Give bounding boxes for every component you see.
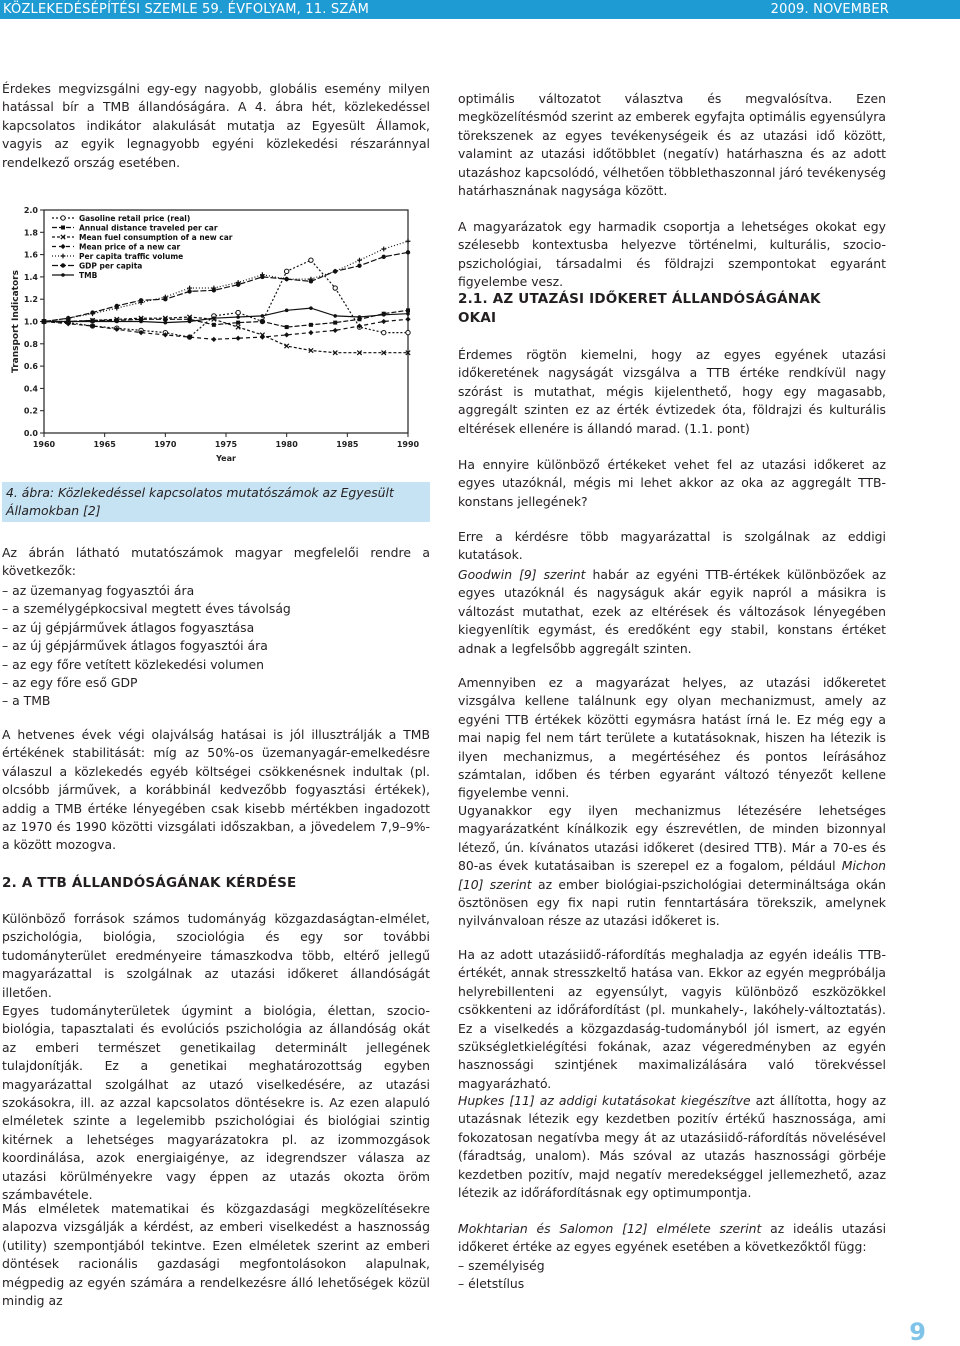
issue-date: 2009. NOVEMBER: [770, 2, 889, 17]
legend-label-4: Mean price of a new car: [79, 242, 181, 252]
legend-marker-7: [61, 273, 65, 277]
series-4-point: [405, 317, 410, 322]
legend-label-2: Annual distance traveled per car: [79, 223, 218, 233]
hupkes-citation: Hupkes [11] az addigi kutatásokat kiegészítve: [458, 1093, 751, 1108]
series-7-point: [261, 314, 265, 318]
list-item: – az egy főre vetített közlekedési volumen: [2, 656, 430, 674]
series-2-point: [236, 321, 240, 325]
goodwin-citation: Goodwin [9] szerint: [458, 567, 586, 582]
y-tick-label: 1.8: [23, 228, 38, 238]
series-7-point: [42, 320, 46, 324]
factor-list: [458, 1257, 886, 1294]
series-line-1: [44, 260, 408, 337]
optimal-choice-paragraph: optimális változatot választva és megvalósítva. Ezen megközelítésmód szerint az emberek egyfajta optimális egyensúlyra törekszenek az egyes tevékenységeik és az utazási idő között, valamint az utazási időtöbblet (negatív) határhaszna és az adott utazáshoz kapcsolódó, vélhetően többlethaszonnal járó tevékenység határhasznának nagysága között.: [458, 91, 886, 199]
x-tick-label: 1965: [93, 440, 116, 449]
legend-marker-2: [61, 226, 65, 230]
hupkes-paragraph: [458, 1092, 886, 1202]
michon-citation: Michon [10] szerint: [458, 858, 886, 892]
question-paragraph: Ha ennyire különböző értékeket vehet fel az utazási időkeret az egyes utazóknál, mégis mi lehet akkor az oka az aggregált TTB-konstans jellegének?: [458, 457, 886, 509]
y-tick-label: 0.4: [23, 384, 38, 394]
series-6-point: [139, 298, 143, 302]
series-7-point: [212, 316, 216, 320]
variance-paragraph: Érdemes rögtön kiemelni, hogy az egyes egyének utazási időkeretének nagyságát vizsgálva a TTB értéke rendkívül nagy szórást is mutathat, mégis kijelenthető, hogy egy magasabb, aggregált szinten ez az érték évtizedek óta, földrajzi és kulturális eltérések ellenére is állandó marad. (1.1. pont): [458, 347, 886, 436]
series-7-point: [382, 313, 386, 317]
list-item: – az új gépjárművek átlagos fogyasztói ára: [2, 637, 430, 655]
legend-marker-4: [60, 244, 65, 249]
legend-label-1: Gasoline retail price (real): [79, 214, 191, 223]
x-tick-label: 1975: [214, 440, 238, 449]
series-7-point: [188, 320, 192, 324]
page-number: 9: [909, 1318, 926, 1346]
series-7-point: [333, 314, 337, 318]
series-6-point: [406, 250, 410, 254]
series-7-point: [115, 320, 119, 324]
series-5-point: [406, 239, 411, 244]
series-2-point: [309, 323, 313, 327]
desired-ttb-paragraph: [458, 802, 886, 931]
x-tick-label: 1990: [396, 440, 420, 449]
series-6-point: [66, 316, 70, 320]
legend-label-3: Mean fuel consumption of a new car: [79, 233, 233, 242]
section-2-1-heading-line1: 2.1. AZ UTAZÁSI IDŐKERET ÁLLANDÓSÁGÁNAK: [458, 291, 821, 307]
y-tick-label: 0.2: [23, 406, 38, 416]
series-6-point: [115, 304, 119, 308]
list-item: – az egy főre eső GDP: [2, 674, 430, 692]
journal-title: KÖZLEKEDÉSÉPÍTÉSI SZEMLE 59. ÉVFOLYAM, 11. SZÁM: [3, 2, 369, 17]
list-item: – az üzemanyag fogyasztói ára: [2, 582, 430, 600]
mokhtarian-paragraph: [458, 1220, 886, 1257]
series-4-point: [333, 328, 338, 333]
series-6-point: [333, 269, 337, 273]
series-5-point: [357, 258, 362, 263]
x-tick-label: 1960: [32, 440, 56, 449]
sources-paragraph: Különböző források számos tudományág közgazdaságtan-elmélet, pszichológia, biológia, szociológia és egy sor további tudományterület eredményeire támaszkodva több, eltérő jellegű magyarázattal is szolgálnak az utazási időkeret állandóságát illetően.: [2, 911, 430, 1000]
series-2-point: [285, 325, 289, 329]
y-tick-label: 1.0: [23, 317, 38, 327]
legend-label-7: TMB: [79, 271, 98, 280]
series-6-point: [357, 264, 361, 268]
legend-label-6: GDP per capita: [79, 261, 143, 271]
series-2-point: [212, 323, 216, 327]
goodwin-text: habár az egyéni TTB-értékek különbözőek az egyes utazóknál és nagyságuk akár egyik napról a másikra is változást mutathat, ezek az eltérések és változások lényegében kiegyenlítik egymást, és eredőként egy stabil, konstans értéket adnak a legfelsőbb aggregált szinten.: [458, 567, 886, 656]
list-item: – a TMB: [2, 692, 430, 710]
series-6-point: [187, 289, 191, 293]
series-2-point: [333, 321, 337, 325]
y-tick-label: 1.6: [23, 250, 38, 260]
series-1-point: [309, 258, 313, 262]
series-7-point: [66, 320, 70, 324]
series-7-point: [309, 306, 313, 310]
series-7-point: [406, 312, 410, 316]
y-tick-label: 0.0: [23, 429, 38, 438]
series-6-point: [236, 283, 240, 287]
oil-crisis-paragraph: A hetvenes évek végi olajválság hatásai is jól illusztrálják a TMB értékének stabilitását: míg az 50%-os üzemanyagár-emelkedésre válaszul a közlekedés egyéb költségei csökkenésnek indultak (pl. olcsóbb járművek, a korábbinál kedvezőbb fogyasztási értékek), addig a TMB értéke lényegében csak kisebb mértékben ingadozott az 1970 és 1990 közötti vizsgálati időszakban, a jövedelem 7,9–9%-a között mozogva.: [2, 727, 430, 853]
third-group-paragraph: A magyarázatok egy harmadik csoportja a lehetséges okokat egy szélesebb kontextusba helyezve történelmi, kulturális, szocio-pszichológiai, társadalmi és földrajzi szempontokat egyaránt figyelembe vesz.: [458, 219, 886, 290]
series-2-point: [406, 308, 410, 312]
desired-ttb-text-b: az ember biológiai-pszichológiai determináltsága okán ösztönösen egy fix napi rutin fenntartására törekszik, amelynek nyilvánvaloan része az utazási időkeret is.: [458, 876, 886, 929]
mokhtarian-text: az ideális utazási időkeret értéke az egyes egyének esetében a következőktől függ:: [458, 1221, 887, 1255]
series-1-point: [333, 286, 337, 290]
series-1-point: [406, 330, 410, 334]
list-intro-paragraph: Az ábrán látható mutatószámok magyar megfelelői rendre a következők:: [2, 545, 430, 579]
series-2-point: [260, 320, 264, 324]
section-2-heading: 2. A TTB ÁLLANDÓSÁGÁNAK KÉRDÉSE: [2, 875, 297, 891]
y-tick-label: 0.8: [23, 339, 38, 349]
x-tick-label: 1985: [336, 440, 359, 449]
series-4-point: [236, 336, 241, 341]
series-6-point: [90, 310, 94, 314]
x-tick-label: 1970: [154, 440, 177, 449]
legend-marker-5: [61, 254, 66, 259]
y-tick-label: 1.4: [23, 272, 38, 282]
series-line-3: [44, 317, 408, 353]
series-7-point: [139, 320, 143, 324]
left-intro-paragraph: Érdekes megvizsgálni egy-egy nagyobb, globális esemény milyen hatással bír a TMB állandóságára. A 4. ábra hét, közlekedéssel kapcsolatos indikátor alakulását mutatja az Egyesült Államok, vagyis az egyik legnagyobb egyéni közlekedési részaránnyal rendelkező ország esetében.: [2, 81, 430, 170]
series-4-point: [284, 332, 289, 337]
legend-marker-6: [61, 263, 65, 267]
series-7-point: [91, 320, 95, 324]
list-item: – személyiség: [458, 1257, 886, 1275]
y-axis-label: Transport Indicators: [11, 270, 21, 373]
series-4-point: [308, 330, 313, 335]
mokhtarian-citation: Mokhtarian és Salomon [12] elmélete szerint: [458, 1221, 762, 1236]
research-paragraph: Erre a kérdésre több magyarázattal is szolgálnak az eddigi kutatások.: [458, 529, 886, 563]
series-1-point: [236, 310, 240, 314]
mechanism-paragraph: Amennyiben ez a magyarázat helyes, az utazási időkeretet vizsgálva kellene találnunk egy olyan mechanizmust, amely az egyéni TTB értékek közötti egymásra hatást írná le. Ez még egy a mai napig fel nem tárt területe a kutatásoknak, hiszen ha létezik is ilyen mechanizmus, a megértéséhez és pontos leírásához számtalan, időben és térben egyaránt változó tényezőt kellene figyelembe venni.: [458, 675, 886, 801]
y-tick-label: 1.2: [23, 295, 38, 305]
legend-marker-1: [61, 216, 65, 220]
series-7-point: [358, 315, 362, 319]
series-6-point: [382, 255, 386, 259]
series-4-point: [381, 319, 386, 324]
series-6-point: [212, 288, 216, 292]
desired-ttb-text-a: Ugyanakkor egy ilyen mechanizmus létezésére lehetséges magyarázatként kínálkozik egy észrevétlen, de minden bizonnyal létező, ún. kívánatos utazási időkeret (desired TTB). Már a 70-es és 80-as évek kutatásaiban is szerepel ez a fogalom, például: [458, 803, 886, 874]
economics-paragraph: Más elméletek matematikai és közgazdasági megközelítésekre alapozva vizsgálják a kérdést, az emberi viselkedést a hasznosság (utility) szempontjából tekintve. Ezen elméletek szerint az emberi döntések racionális gazdasági megfontolásokon alapulnak, mégpedig az egyén számára a rendelkezésre álló lehetőségek közül mindig az: [2, 1201, 430, 1309]
legend-label-5: Per capita traffic volume: [79, 252, 184, 261]
transport-indicators-chart: [10, 200, 420, 470]
section-2-1-heading: [458, 290, 886, 328]
list-item: – életstílus: [458, 1275, 886, 1293]
biology-paragraph: Egyes tudományterületek úgymint a biológia, élettan, szocio-biológia, tapasztalati és evolúciós pszichológia az állandóság okát az emberi természet genetikailag determinált jellegének tulajdonítják. Ez a genetikai meghatározottság egyben magyarázattal szolgálhat az utazó viselkedésére, az utazási szokásokra, ill. az azzal kapcsolatos döntésekre is. Az ezen alapuló elméletek szinte a legelemibb pszichológiai és biológiai szintig kitérnek a lehetséges magyarázatokra pl. az izommozgások koordinálása, azok energiaigénye, az idegrendszer válasza az utazási körülményekre vagy éppen az utazás okozta öröm számbavétele.: [2, 1003, 430, 1203]
series-4-point: [211, 337, 216, 342]
list-item: – az új gépjárművek átlagos fogyasztása: [2, 619, 430, 637]
series-line-4: [44, 319, 408, 339]
series-7-point: [236, 315, 240, 319]
series-6-point: [309, 279, 313, 283]
series-3-point: [284, 344, 288, 348]
series-1-point: [284, 269, 288, 273]
series-6-point: [163, 297, 167, 301]
figure-caption: 4. ábra: Közlekedéssel kapcsolatos mutatószámok az Egyesült Államokban [2]: [2, 482, 430, 522]
goodwin-paragraph: [458, 566, 886, 658]
list-item: – a személygépkocsival megtett éves távolság: [2, 600, 430, 618]
hupkes-text: azt állította, hogy az utazásnak létezik egy kezdetben pozitív értékű hasznossága, ami fokozatosan negatívba megy át az utazásiidő-ráfordítás növelésével (fáradtság, unalom). Más szóval az utazás hasznossági görbéje kezdetben pozitív, majd negatív meredekséggel jellemezhető, azaz létezik az időráfordításnak egy optimumpontja.: [458, 1093, 886, 1201]
series-5-point: [381, 247, 386, 252]
journal-header: [0, 0, 960, 19]
indicator-list: [2, 582, 430, 711]
series-7-point: [285, 309, 289, 313]
series-6-point: [284, 277, 288, 281]
series-line-2: [44, 310, 408, 327]
section-2-1-heading-line2: OKAI: [458, 310, 497, 326]
stress-paragraph: Ha az adott utazásiidő-ráfordítás meghaladja az egyén ideális TTB-értékét, annak stresszkeltő hatása van. Ekkor az egyén megpróbálja helyrebillenteni az egyensúlyt, vagyis különböző eszközökkel csökkenteni az időráfordítást (pl. munkahely-, lakóhely-változtatás). Ez a viselkedés a közgazdaság-tudományból jól ismert, az egyén szükségletkielégítési fokának, azaz végeredményben az egyén hasznossági szintjének maximalizálására való törekvéssel magyarázható.: [458, 947, 886, 1091]
series-7-point: [164, 321, 168, 325]
y-tick-label: 0.6: [23, 362, 38, 372]
series-6-point: [260, 275, 264, 279]
y-tick-label: 2.0: [23, 206, 38, 215]
x-axis-label: Year: [216, 454, 236, 463]
x-tick-label: 1980: [275, 440, 298, 449]
series-1-point: [382, 330, 386, 334]
